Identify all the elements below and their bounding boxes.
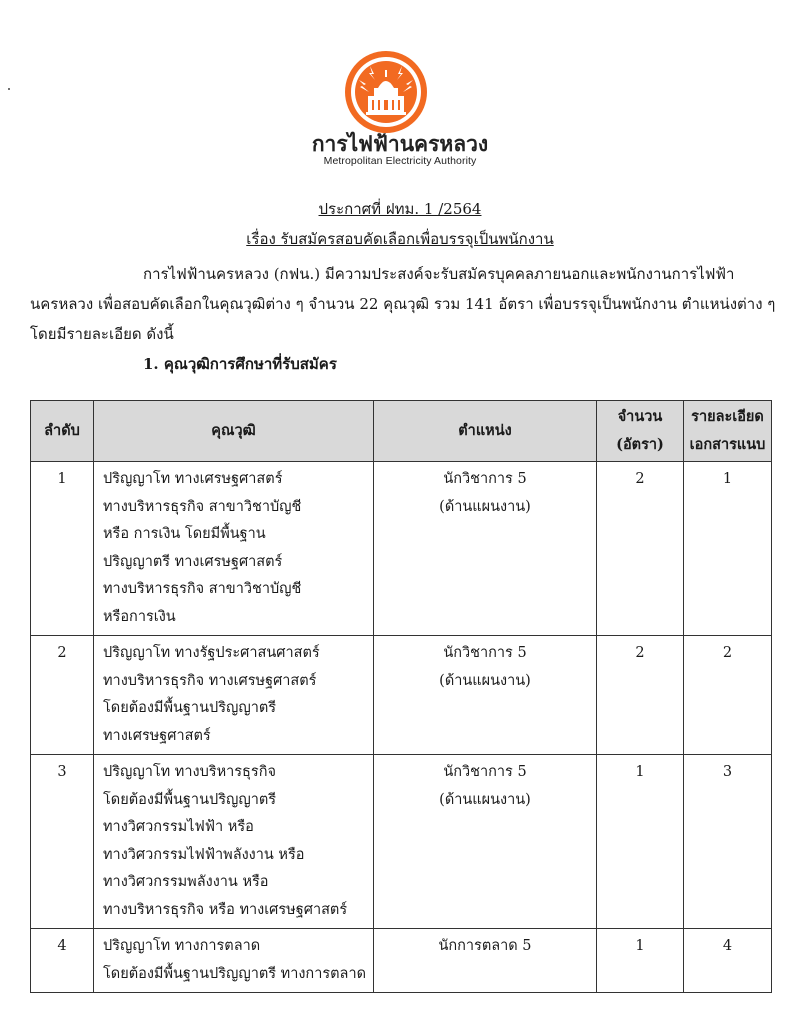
- qualification-table: [30, 400, 772, 993]
- qualification-line: ปริญญาตรี ทางเศรษฐศาสตร์: [103, 553, 283, 570]
- row-position: [374, 462, 597, 636]
- qualification-line: ปริญญาโท ทางเศรษฐศาสตร์: [103, 471, 283, 487]
- row-number: 3: [31, 755, 94, 929]
- row-count: 1: [597, 755, 684, 929]
- header-attachment: [684, 401, 772, 462]
- header-attachment-line1: รายละเอียด: [691, 408, 764, 425]
- row-count: 2: [597, 462, 684, 636]
- intro-line-1: การไฟฟ้านครหลวง (กฟน.) มีความประสงค์จะรับสมัครบุคคลภายนอกและพนักงานการไฟฟ้า: [143, 265, 735, 283]
- header-attachment-line2: เอกสารแนบ: [689, 436, 766, 453]
- header-position: ตำแหน่ง: [374, 401, 597, 462]
- position-line: (ด้านแผนงาน): [439, 791, 531, 808]
- row-number: 2: [31, 636, 94, 755]
- qualification-line: ทางบริหารธุรกิจ สาขาวิชาบัญชี: [103, 498, 302, 515]
- mea-emblem-icon: [344, 50, 428, 134]
- qualification-line: ทางวิศวกรรมไฟฟ้าพลังงาน หรือ: [103, 846, 305, 863]
- position-line: นักการตลาด 5: [438, 938, 532, 954]
- qualification-line: ทางบริหารธุรกิจ หรือ ทางเศรษฐศาสตร์: [103, 901, 348, 918]
- table-row: [31, 636, 772, 755]
- qualification-line: ปริญญาโท ทางบริหารธุรกิจ: [103, 764, 276, 780]
- header-count-line2: (อัตรา): [616, 436, 664, 453]
- org-name-english: Metropolitan Electricity Authority: [323, 155, 477, 167]
- qualification-line: ทางเศรษฐศาสตร์: [103, 727, 211, 744]
- table-row: [31, 755, 772, 929]
- section-title: 1. คุณวุฒิการศึกษาที่รับสมัคร: [143, 355, 337, 373]
- table-header-row: [31, 401, 772, 462]
- intro-line-3: โดยมีรายละเอียด ดังนี้: [30, 325, 174, 343]
- table-row: [31, 462, 772, 636]
- header-no: ลำดับ: [31, 401, 94, 462]
- qualification-line: ปริญญาโท ทางรัฐประศาสนศาสตร์: [103, 645, 320, 661]
- header-count-line1: จำนวน: [617, 408, 663, 425]
- qualification-line: หรือการเงิน: [103, 608, 176, 625]
- intro-line-2: นครหลวง เพื่อสอบคัดเลือกในคุณวุฒิต่าง ๆ จำนวน 22 คุณวุฒิ รวม 141 อัตรา เพื่อบรรจุเป็นพนักงาน ตำแหน่งต่าง ๆ: [30, 295, 776, 313]
- row-count: 1: [597, 929, 684, 993]
- header-qualification: คุณวุฒิ: [94, 401, 374, 462]
- row-qualification: [94, 755, 374, 929]
- row-count: 2: [597, 636, 684, 755]
- header-count: [597, 401, 684, 462]
- qualification-line: ทางบริหารธุรกิจ ทางเศรษฐศาสตร์: [103, 672, 317, 689]
- row-position: [374, 929, 597, 993]
- row-position: [374, 755, 597, 929]
- intro-paragraph: [30, 259, 780, 349]
- row-qualification: [94, 929, 374, 993]
- row-attachment: 4: [684, 929, 772, 993]
- position-line: (ด้านแผนงาน): [439, 672, 531, 689]
- row-position: [374, 636, 597, 755]
- position-line: นักวิชาการ 5: [443, 764, 527, 780]
- row-number: 4: [31, 929, 94, 993]
- qualification-line: ทางวิศวกรรมพลังงาน หรือ: [103, 874, 269, 890]
- org-name-thai: การไฟฟ้านครหลวง: [311, 132, 489, 156]
- qualification-line: โดยต้องมีพื้นฐานปริญญาตรี: [103, 791, 277, 808]
- row-qualification: [94, 462, 374, 636]
- announcement-subject: เรื่อง รับสมัครสอบคัดเลือกเพื่อบรรจุเป็นพนักงาน: [246, 230, 554, 248]
- stray-mark: [8, 88, 10, 90]
- qualification-line: โดยต้องมีพื้นฐานปริญญาตรี ทางการตลาด: [103, 965, 366, 982]
- row-number: 1: [31, 462, 94, 636]
- table-row: [31, 929, 772, 993]
- qualification-line: ทางวิศวกรรมไฟฟ้า หรือ: [103, 819, 254, 835]
- row-attachment: 2: [684, 636, 772, 755]
- position-line: นักวิชาการ 5: [443, 645, 527, 661]
- position-line: นักวิชาการ 5: [443, 471, 527, 487]
- position-line: (ด้านแผนงาน): [439, 498, 531, 515]
- row-qualification: [94, 636, 374, 755]
- row-attachment: 3: [684, 755, 772, 929]
- qualification-line: หรือ การเงิน โดยมีพื้นฐาน: [103, 526, 266, 542]
- qualification-line: ทางบริหารธุรกิจ สาขาวิชาบัญชี: [103, 581, 302, 597]
- announcement-number: ประกาศที่ ฝทม. 1 /2564: [318, 200, 482, 218]
- qualification-line: โดยต้องมีพื้นฐานปริญญาตรี: [103, 700, 277, 716]
- qualification-line: ปริญญาโท ทางการตลาด: [103, 938, 261, 954]
- row-attachment: 1: [684, 462, 772, 636]
